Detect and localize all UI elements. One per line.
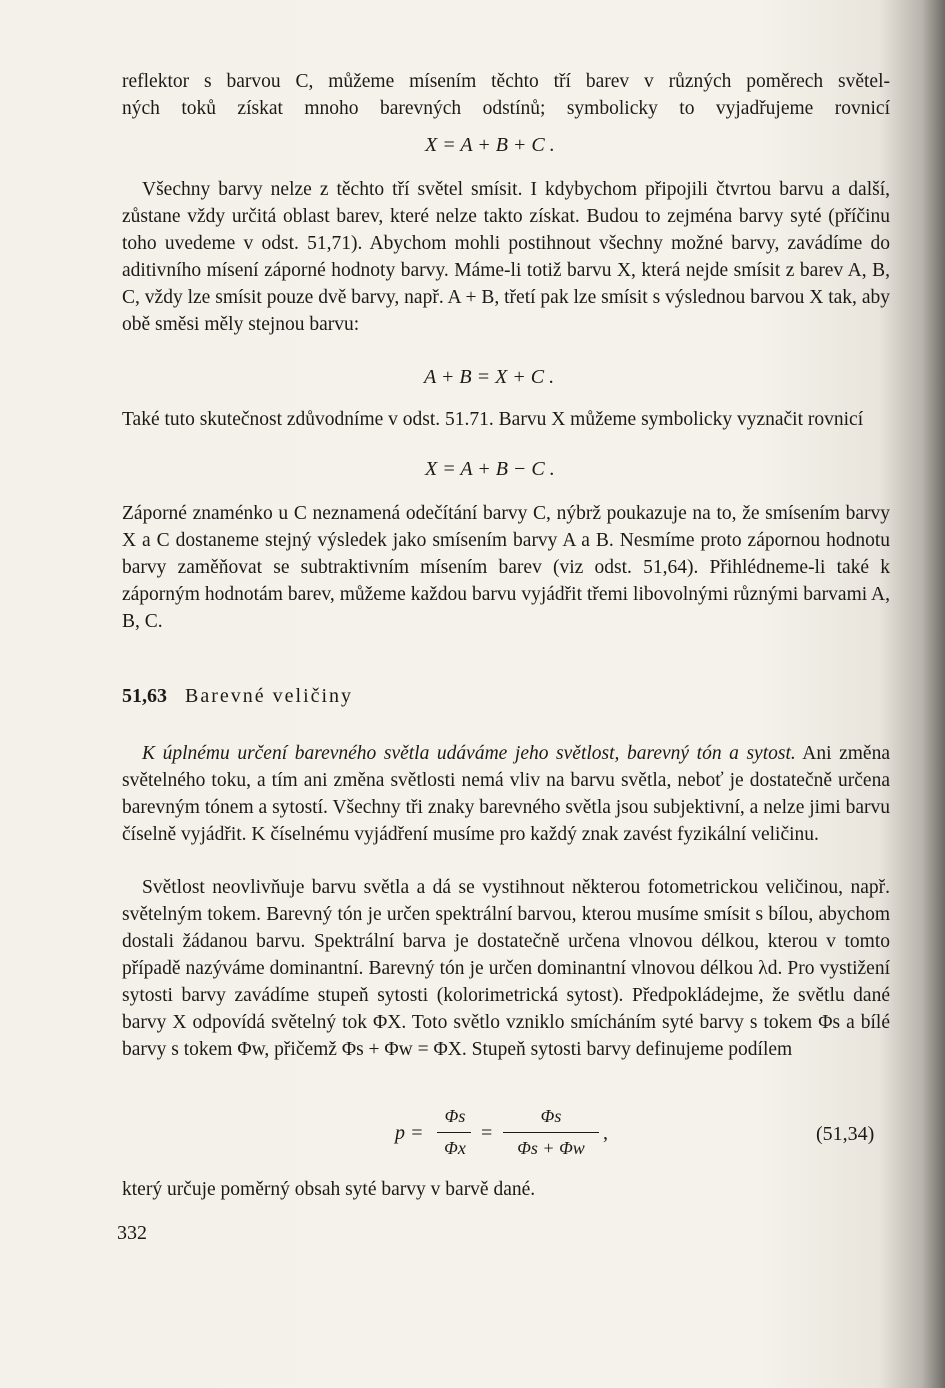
fraction-numerator: Φs bbox=[540, 1106, 562, 1126]
fraction-denominator: Φx bbox=[444, 1138, 466, 1158]
section-number: 51,63 bbox=[122, 685, 167, 707]
paragraph-text: Všechny barvy nelze z těchto tří světel smísit. I kdybychom připojili čtvrtou barvu a další, zůstane vždy určitá oblast barev, které nelze takto získat. Budou to zejména barvy syté (příčinu toho uvedeme v odst. 51,71). Abychom mohli postihnout všechny možné barvy, zavádíme do aditivního mísení záporné hodnoty barvy. Máme-li totiž barvu X, která nejde smísit z barev A, B, C, vždy lze smísit pouze dvě barvy, např. A + B, třetí pak lze smísit s výslednou barvou X tak, aby obě směsi měly stejnou barvu: bbox=[122, 179, 890, 335]
paragraph-text: Světlost neovlivňuje barvu světla a dá se vystihnout některou fotometrickou veličinou, např. světelným tokem. Barevný tón je určen spektrální barvou, kterou musíme smísit s bílou, abychom dostali žádanou barvu. Spektrální barva je dostatečně určena vlnovou délkou, kterou v tomto případě nazýváme dominantní. Barevný tón je určen dominantní vlnovou délkou λd. Pro vystižení sytosti barvy zavádíme stupeň sytosti (kolorimetrická sytost). Předpokládejme, že světlu dané barvy X odpovídá světelný tok ΦX. Toto světlo vzniklo smícháním syté barvy s tokem Φs a bílé barvy s tokem Φw, přičemž Φs + Φw = ΦX. Stupeň sytosti barvy definujeme podílem bbox=[122, 877, 890, 1060]
equation-1: X = A + B + C . bbox=[425, 134, 555, 156]
fraction-numerator: Φs bbox=[444, 1106, 466, 1126]
equation-number: (51,34) bbox=[816, 1123, 875, 1145]
formula-saturation bbox=[395, 1098, 625, 1168]
paragraph-negative-sign bbox=[122, 500, 890, 635]
equation-2: A + B = X + C . bbox=[424, 366, 555, 388]
formula-lhs: p = bbox=[395, 1122, 424, 1144]
equation-3: X = A + B − C . bbox=[425, 458, 555, 480]
fraction-bar bbox=[437, 1132, 471, 1133]
paragraph-lightness bbox=[122, 874, 890, 1063]
fraction-bar bbox=[503, 1132, 599, 1133]
paragraph-text: Také tuto skutečnost zdůvodníme v odst. 51.71. Barvu X můžeme symbolicky vyznačit rovnicí bbox=[122, 409, 864, 430]
paragraph-rest: Ani změna světelného toku, a tím ani změna světlosti nemá vliv na barvu světla, neboť je dostatečně určena barevným tónem a sytostí. Všechny tři znaky barevného světla jsou subjektivní, a nelze jimi barvu číselně vyjádřit. K číselnému vyjádření musíme pro každý znak zavést fyzikální veličinu. bbox=[122, 743, 890, 845]
page-number: 332 bbox=[117, 1222, 147, 1244]
paragraph-text: který určuje poměrný obsah syté barvy v barvě dané. bbox=[122, 1179, 536, 1200]
paragraph-relative-content bbox=[122, 1176, 890, 1203]
paragraph-negative-values bbox=[122, 176, 890, 338]
text-line: ných toků získat mnoho barevných odstínů; symbolicky to vyjadřujeme rovnicí bbox=[122, 98, 890, 119]
section-heading bbox=[122, 685, 353, 708]
paragraph-color-quantities bbox=[122, 740, 890, 848]
text-line: reflektor s barvou C, můžeme mísením těchto tří barev v různých poměrech světel- bbox=[122, 71, 890, 92]
paragraph-text: Záporné znaménko u C neznamená odečítání barvy C, nýbrž poukazuje na to, že smísením barvy X a C dostaneme stejný výsledek jako smísením barvy A a B. Nesmíme proto zápornou hodnotu barvy zaměňovat se subtraktivním mísením barev (viz odst. 51,64). Přihlédneme-li také k záporným hodnotám barev, můžeme každou barvu vyjádřit třemi libovolnými různými barvami A, B, C. bbox=[122, 503, 890, 632]
paragraph-symbolic bbox=[122, 406, 890, 433]
paragraph-continuation bbox=[122, 68, 890, 122]
section-title: Barevné veličiny bbox=[185, 685, 354, 707]
formula-equals: = bbox=[481, 1122, 493, 1144]
fraction-denominator: Φs + Φw bbox=[517, 1138, 585, 1158]
formula-comma: , bbox=[603, 1122, 608, 1144]
paragraph-text bbox=[122, 740, 890, 848]
italic-lead: K úplnému určení barevného světla udáváme jeho světlost, barevný tón a sytost. bbox=[142, 743, 796, 764]
